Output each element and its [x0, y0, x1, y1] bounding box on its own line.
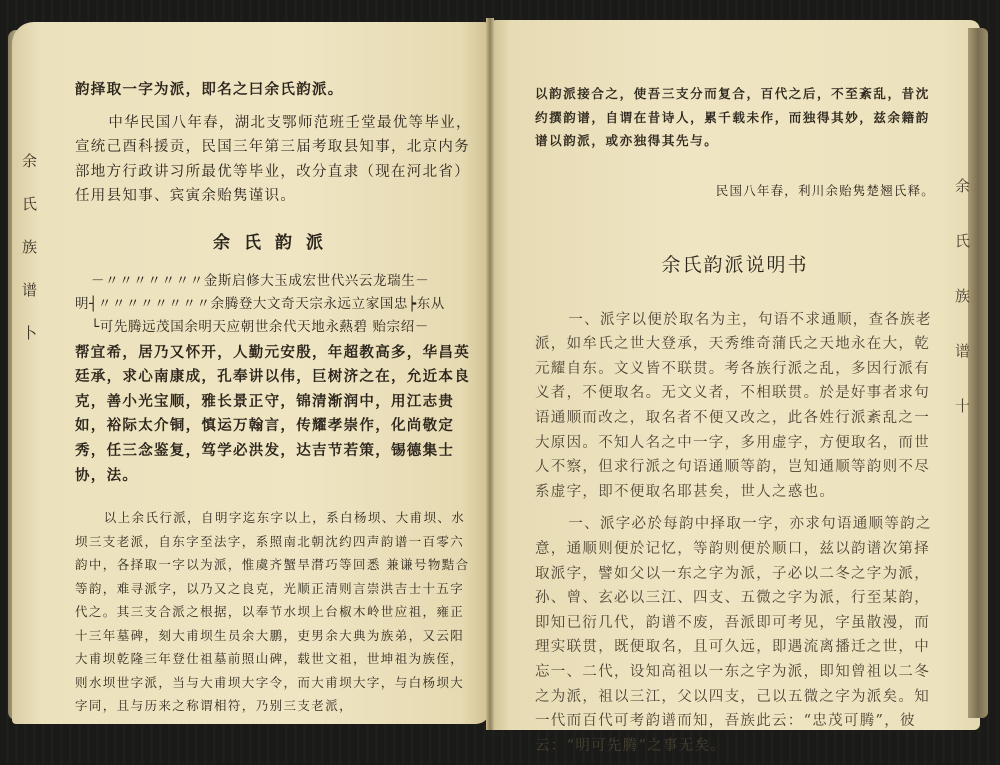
continuation-text: 以韵派接合之，使吾三支分而复合，百代之后，不至紊乱，昔沈约撰韵谱，自谓在昔诗人，累千载未作，而独得其妙，兹余籍韵谱以韵派，或亦独得其先与。: [535, 86, 930, 148]
lineage-row-2: 明┤〃〃〃〃〃〃〃〃余腾登大文奇天宗永远立家国忠┝东从: [75, 295, 445, 312]
author-note: 中华民国八年春，湖北支鄂师范班壬堂最优等毕业，宣统己酉科援贡，民国三年第三届考取县知事，北京内务部地方行政讲习所最优等毕业，改分直隶（现在河北省）任用县知事、宾寅余贻隽谨识。: [75, 114, 472, 205]
section-title: 余氏韵派: [213, 232, 337, 253]
signature: 民国八年春，利川余贻隽楚翘氏释。: [715, 182, 935, 198]
lineage-label-left: 明: [75, 295, 90, 312]
rhyme-verse: 帮宜希，居乃又怀开，人勤元安殷，年超教高多，华昌英廷承，求心南康成，孔奉讲以伟，巨树济之在，允近本良克，善小光宝顺，雅长景正守，锦清渐润中，用江志贵如，裕际太介铜，慎运万翰言，传耀孝崇作，化尚敬定秀，任三念鉴复，笃学必洪发，达吉节若策，锡德集士协，法。: [75, 343, 470, 484]
book-gutter: [486, 18, 494, 730]
explanation-paragraph-1: 一、派字以便於取名为主，句语不求通顺，查各族老派，如牟氏之世大登承，天秀维奇蒲氏之天地永在大，乾元耀自东。文义皆不联贯。考各族行派之乱，多因行派有义者，不便取名。无文义者，不相联贯。於是好事者求句语通顺而改之，取名者不便又改之，此各姓行派紊乱之一大原因。不知人名之中一字，多用虚字，方便取名，而世人不察，但求行派之句语通顺等韵，岂知通顺等韵则不尽系虚字，即不便取名耶甚矣，世人之惑也。: [535, 311, 932, 500]
lineage-label-right: 东从: [416, 295, 445, 312]
lineage-chart: [75, 270, 475, 339]
explanation-paragraph-2: 一、派字必於每韵中择取一字，亦求句语通顺等韵之意，通顺则便於记忆，等韵则便於顺口，兹以韵谱次第择取派字，譬如父以一东之字为派，子必以二冬之字为派，孙、曾、玄必以三江、四支、五微之字为派，行至某韵，即知已衍几代，韵谱不废，吾派即可考见，字虽散漫，而理实联贯，既便取名，且可久远，即遇流离播迁之世，中忘一、二代，设知高祖以一东之字为派，即知曾祖以二冬之为派，祖以三江，父以四支，己以五微之字为派矣。知一代而百代可考韵谱而知，吾族此云：“忠茂可腾”，彼云：“明可先腾”之事无矣。: [535, 516, 932, 754]
left-spine-title: 余 氏 族 谱 卜: [22, 152, 38, 342]
left-page-content: [75, 78, 475, 718]
lineage-row-1: －〃〃〃〃〃〃〃金斯启修大玉成宏世代兴云龙瑞生－: [91, 272, 430, 289]
right-spine-title: 余 氏 族 谱 十: [955, 177, 971, 415]
page-title: 余氏韵派说明书: [661, 254, 809, 277]
lineage-notes: 以上余氏行派，自明字迄东字以上，系白杨坝、大甫坝、水坝三支老派，自东字至法字，系照南北朝沈约四声韵谱一百零六韵中，各择取一字以为派，惟虞齐蟹旱潸巧等回悉 兼谦号物黠合等韵，难寻派字，以乃又之良克，光顺正清则言崇洪吉士十五字代之。其三支合派之根据，以奉节水坝上台椒木岭世应祖，雍正十三年墓碑，刻大甫坝生员余大鹏，吏男余大典为族弟，又云阳大甫坝乾隆三年登仕祖墓前照山碑，载世文祖，世坤祖为族侄，则水坝世字派，当与大甫坝大字令，而大甫坝大字，与白杨坝大字同，且与历来之称谓相符，乃别三支老派，: [75, 510, 470, 714]
right-page-content: [535, 82, 935, 758]
intro-line: 韵择取一字为派，即名之曰余氏韵派。: [75, 81, 344, 98]
lineage-row-3: └可先腾远茂国余明天应朝世余代天地永爇碧 贻宗绍－: [91, 318, 429, 335]
right-page-stack-edge: [968, 28, 988, 718]
